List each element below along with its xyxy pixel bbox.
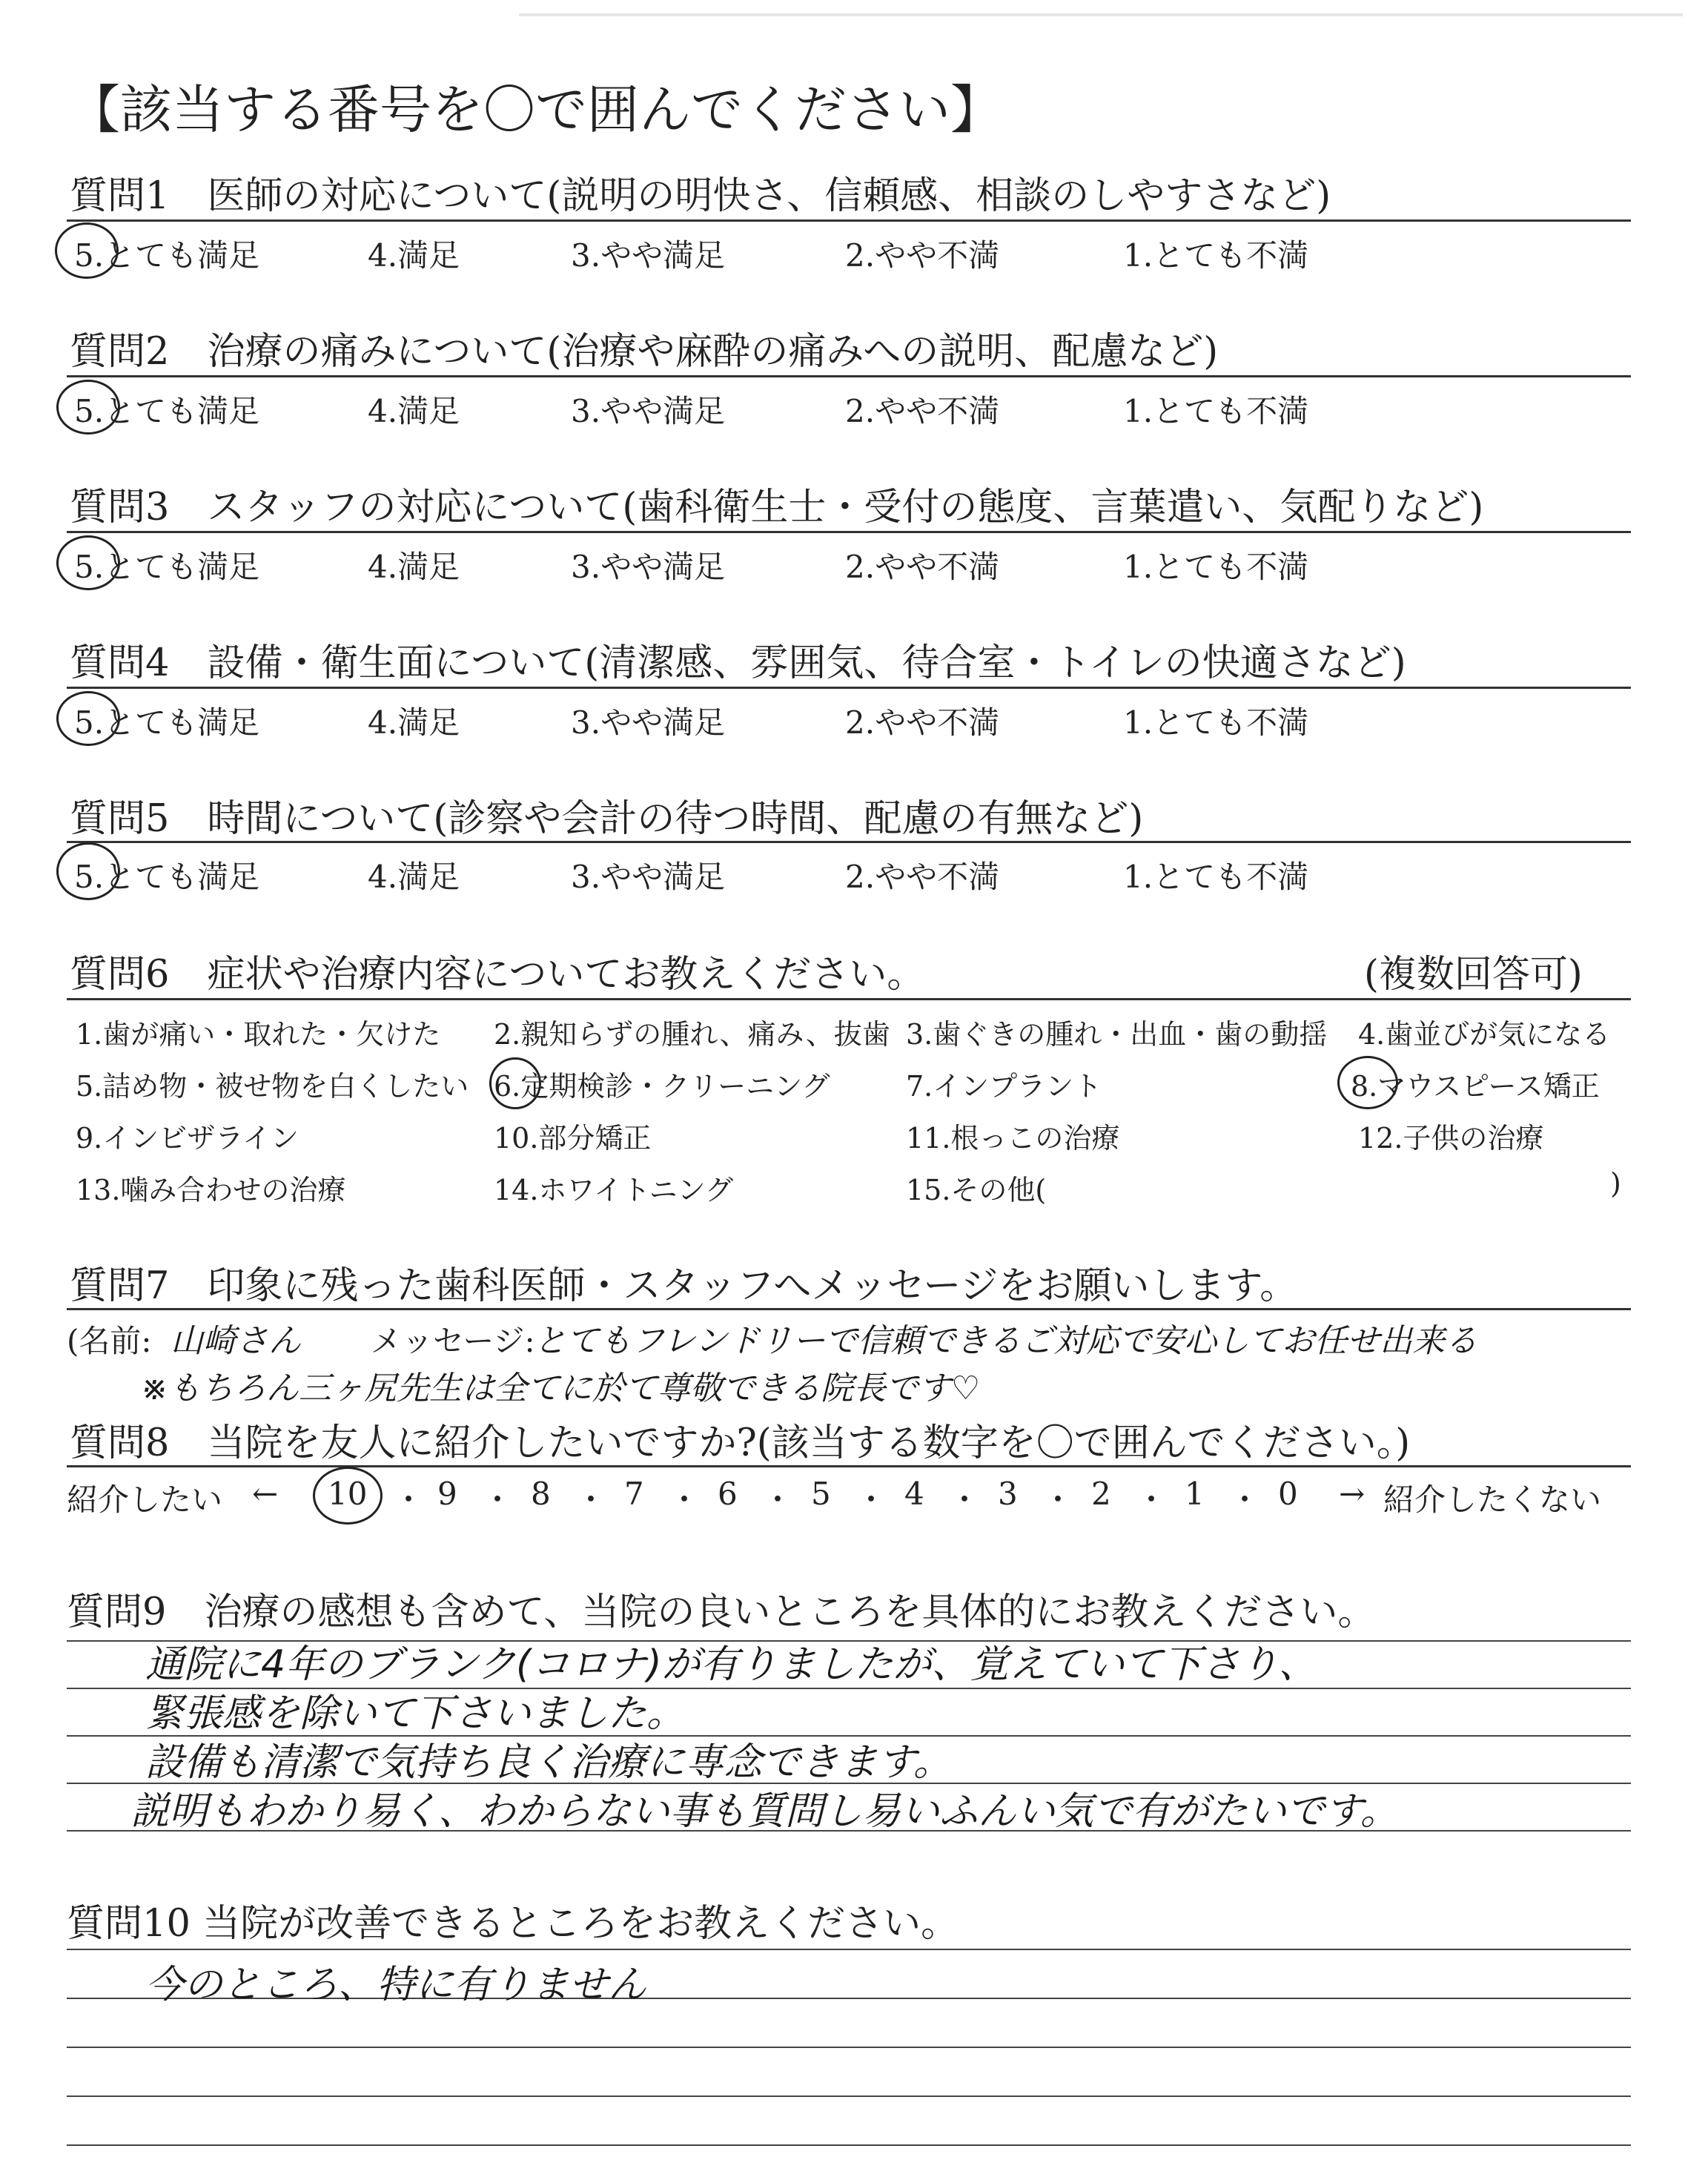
- scale-option-5[interactable]: 5: [811, 1476, 831, 1512]
- selection-circle: [56, 380, 120, 435]
- symptom-option-13[interactable]: 13.噛み合わせの治療: [76, 1174, 346, 1206]
- rating-option-1[interactable]: 1.とても不満: [1123, 704, 1309, 741]
- symptom-option-14[interactable]: 14.ホワイトニング: [494, 1174, 734, 1206]
- scale-separator: ・: [855, 1482, 887, 1518]
- answer-line-1[interactable]: 通院に4年のブランク(コロナ)が有りましたが、覚えていて下さり、: [145, 1642, 1317, 1687]
- scale-option-6[interactable]: 6: [718, 1476, 738, 1512]
- scale-option-0[interactable]: 0: [1278, 1476, 1298, 1512]
- rating-option-3[interactable]: 3.やや満足: [571, 549, 726, 585]
- symptom-option-6[interactable]: 6.定期検診・クリーニング: [494, 1070, 830, 1103]
- name-value[interactable]: 山崎さん: [171, 1322, 301, 1360]
- rating-option-1[interactable]: 1.とても不満: [1123, 549, 1309, 585]
- rating-option-1[interactable]: 1.とても不満: [1123, 859, 1309, 895]
- symptom-option-10[interactable]: 10.部分矯正: [494, 1122, 652, 1155]
- symptom-option-11[interactable]: 11.根っこの治療: [906, 1122, 1120, 1155]
- scan-edge-smudge: [519, 13, 1683, 16]
- rating-option-5[interactable]: 5.とても満足: [74, 237, 260, 274]
- answer-line-4[interactable]: 説明もわかり易く、わからない事も質問し易いふんい気で有がたいです。: [130, 1789, 1399, 1834]
- selection-circle: [56, 691, 120, 746]
- rating-option-4[interactable]: 4.満足: [368, 859, 460, 895]
- question-header: 質問1 医師の対応について(説明の明快さ、信頼感、相談のしやすさなど): [70, 174, 1331, 218]
- selection-circle: [56, 535, 120, 590]
- scale-separator: ・: [669, 1482, 701, 1518]
- question-header: 質問9 治療の感想も含めて、当院の良いところを具体的にお教えください。: [67, 1591, 1376, 1634]
- question-header: 質問7 印象に残った歯科医師・スタッフへメッセージをお願いします。: [70, 1264, 1298, 1308]
- answer-line-1[interactable]: 今のところ、特に有りません: [145, 1963, 647, 2007]
- question-header: 質問5 時間について(診察や会計の待つ時間、配慮の有無など): [70, 797, 1144, 841]
- symptom-option-8[interactable]: 8.マウスピース矯正: [1351, 1070, 1600, 1103]
- scale-option-3[interactable]: 3: [998, 1476, 1018, 1512]
- scale-option-10[interactable]: 10: [328, 1476, 368, 1512]
- selection-circle: [56, 842, 120, 900]
- rating-option-4[interactable]: 4.満足: [368, 549, 460, 585]
- recommend-no-label: 紹介したくない: [1383, 1482, 1602, 1518]
- rating-option-3[interactable]: 3.やや満足: [571, 859, 726, 895]
- selection-circle-8: [1337, 1056, 1398, 1109]
- scale-option-7[interactable]: 7: [624, 1476, 644, 1512]
- scale-separator: ・: [393, 1482, 425, 1518]
- symptom-option-4[interactable]: 4.歯並びが気になる: [1358, 1018, 1611, 1051]
- symptom-option-12[interactable]: 12.子供の治療: [1358, 1122, 1544, 1155]
- scale-option-2[interactable]: 2: [1091, 1476, 1111, 1512]
- rating-option-3[interactable]: 3.やや満足: [571, 237, 726, 274]
- question-header: 質問6 症状や治療内容についてお教えください。: [70, 953, 925, 997]
- question-header: 質問4 設備・衛生面について(清潔感、雰囲気、待合室・トイレの快適さなど): [70, 641, 1406, 685]
- rating-option-2[interactable]: 2.やや不満: [845, 549, 1000, 585]
- question-header: 質問2 治療の痛みについて(治療や麻酔の痛みへの説明、配慮など): [70, 330, 1219, 374]
- name-label: (名前:: [67, 1323, 152, 1359]
- symptom-option-5[interactable]: 5.詰め物・被せ物を白くしたい: [76, 1070, 469, 1103]
- scale-separator: ・: [949, 1482, 981, 1518]
- scale-option-1[interactable]: 1: [1185, 1476, 1205, 1512]
- rating-option-3[interactable]: 3.やや満足: [571, 704, 726, 741]
- question-header: 質問3 スタッフの対応について(歯科衛生士・受付の態度、言葉遣い、気配りなど): [70, 486, 1484, 529]
- other-close-paren: ): [1610, 1167, 1621, 1200]
- multiple-answer-note: (複数回答可): [1364, 953, 1583, 997]
- scale-separator: ・: [1229, 1482, 1261, 1518]
- scale-separator: ・: [762, 1482, 794, 1518]
- selection-circle-10: [313, 1467, 383, 1525]
- recommend-yes-label: 紹介したい: [67, 1482, 223, 1518]
- scale-option-8[interactable]: 8: [531, 1476, 551, 1512]
- rating-option-4[interactable]: 4.満足: [368, 393, 460, 429]
- scale-separator: ・: [482, 1482, 514, 1518]
- rating-option-5[interactable]: 5.とても満足: [74, 549, 260, 585]
- message-label: メッセージ:: [371, 1323, 535, 1359]
- rating-option-5[interactable]: 5.とても満足: [74, 704, 260, 741]
- left-arrow-icon: ←: [252, 1476, 279, 1512]
- question-header: 質問10 当院が改善できるところをお教えください。: [67, 1902, 959, 1946]
- scale-separator: ・: [575, 1482, 607, 1518]
- scale-separator: ・: [1042, 1482, 1074, 1518]
- question-header: 質問8 当院を友人に紹介したいですか?(該当する数字を〇で囲んでください。): [70, 1421, 1411, 1465]
- rating-option-4[interactable]: 4.満足: [368, 704, 460, 741]
- selection-circle-6: [489, 1057, 541, 1109]
- symptom-option-15[interactable]: 15.その他(: [906, 1174, 1047, 1206]
- symptom-option-3[interactable]: 3.歯ぐきの腫れ・出血・歯の動揺: [906, 1018, 1328, 1051]
- rating-option-2[interactable]: 2.やや不満: [845, 859, 1000, 895]
- rating-option-4[interactable]: 4.満足: [368, 237, 460, 274]
- page-title: 【該当する番号を〇で囲んでください】: [68, 79, 1002, 140]
- scale-separator: ・: [1136, 1482, 1168, 1518]
- symptom-option-7[interactable]: 7.インプラント: [906, 1070, 1102, 1103]
- rating-option-2[interactable]: 2.やや不満: [845, 393, 1000, 429]
- rating-option-2[interactable]: 2.やや不満: [845, 237, 1000, 274]
- symptom-option-2[interactable]: 2.親知らずの腫れ、痛み、抜歯: [494, 1018, 890, 1051]
- answer-line-3[interactable]: 設備も清潔で気持ち良く治療に専念できます。: [145, 1740, 952, 1785]
- selection-circle: [55, 222, 119, 279]
- symptom-option-9[interactable]: 9.インビザライン: [76, 1122, 299, 1155]
- rating-option-3[interactable]: 3.やや満足: [571, 393, 726, 429]
- message-line-1[interactable]: とてもフレンドリーで信頼できるご対応で安心してお任せ出来る: [534, 1322, 1478, 1360]
- rating-option-1[interactable]: 1.とても不満: [1123, 393, 1309, 429]
- rating-option-1[interactable]: 1.とても不満: [1123, 237, 1309, 274]
- right-arrow-icon: →: [1339, 1476, 1366, 1512]
- answer-line-2[interactable]: 緊張感を除いて下さいました。: [145, 1691, 686, 1736]
- rating-option-5[interactable]: 5.とても満足: [74, 859, 260, 895]
- message-line-2[interactable]: ※もちろん三ヶ尻先生は全てに於て尊敬できる院長です♡: [141, 1370, 981, 1407]
- scale-option-4[interactable]: 4: [904, 1476, 924, 1512]
- symptom-option-1[interactable]: 1.歯が痛い・取れた・欠けた: [76, 1018, 441, 1051]
- scale-option-9[interactable]: 9: [437, 1476, 457, 1512]
- rating-option-5[interactable]: 5.とても満足: [74, 393, 260, 429]
- rating-option-2[interactable]: 2.やや不満: [845, 704, 1000, 741]
